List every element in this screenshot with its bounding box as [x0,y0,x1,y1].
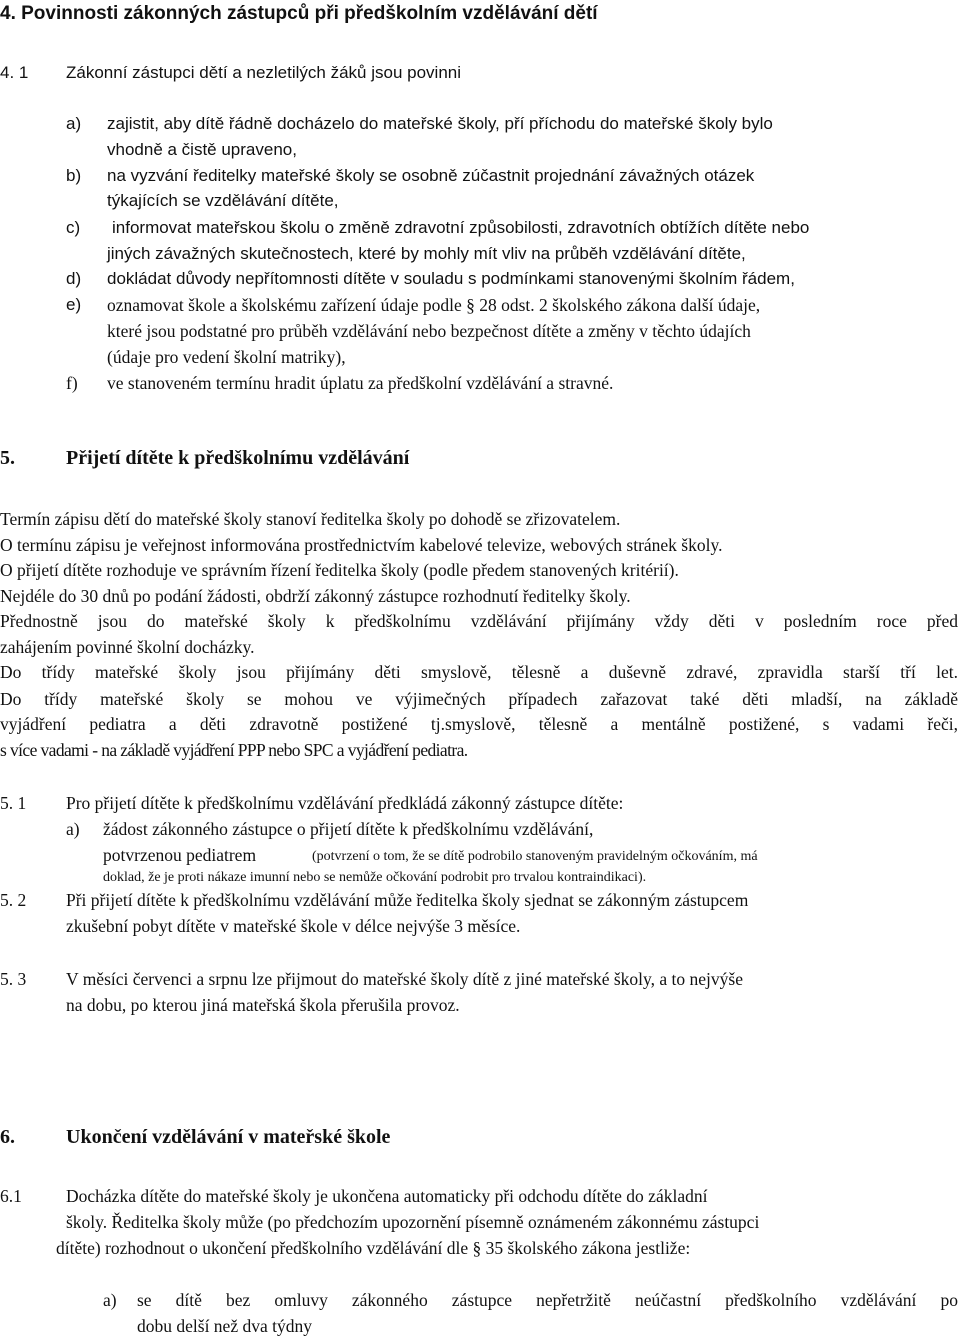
sub-5-1-confirm-small-2: doklad, že je proti nákaze imunní nebo se nemůže očkování podrobit pro trvalou kontraindikaci). [103,870,647,885]
list-item-c-line2: jiných závažných skutečnostech, které by mohly mít vliv na průběh vzdělávání dítěte, [107,244,746,263]
list-item-e-line2: které jsou podstatné pro průběh vzdělávání nebo bezpečnost dítěte a změny v těchto údajích [107,321,751,341]
sub-5-1-confirm-main: potvrzenou pediatrem [103,845,257,865]
list-item-b-line1: na vyzvání ředitelky mateřské školy se osobně zúčastnit projednání závažných otázek [107,166,755,185]
sub-6-a-line2: dobu delší než dva týdny [137,1316,312,1336]
paragraph-line-2: O termínu zápisu je veřejnost informována prostřednictvím kabelové televize, webových stránek školy. [0,535,723,555]
sub-5-1-number: 5. 1 [0,793,27,813]
section-6-heading: Ukončení vzdělávání v mateřské škole [66,1126,391,1148]
sub-5-1-a-text: žádost zákonného zástupce o přijetí dítěte k předškolnímu vzdělávání, [103,819,594,839]
sub-5-1-a-label: a) [66,819,80,839]
paragraph-line-4: Nejdéle do 30 dnů po podání žádosti, obdrží zákonný zástupce rozhodnutí ředitelky školy. [0,586,631,606]
list-label-c: c) [66,218,81,237]
sub-6-1-line1: Docházka dítěte do mateřské školy je ukončena automaticky při odchodu dítěte do základní [66,1186,708,1206]
section-6-number: 6. [0,1126,15,1148]
sub-5-2-number: 5. 2 [0,890,27,910]
paragraph-line-6: zahájením povinné školní docházky. [0,637,255,657]
list-label-a: a) [66,114,82,133]
sub-5-1-confirm-small: (potvrzení o tom, že se dítě podrobilo stanoveným pravidelným očkováním, má [312,849,758,864]
paragraph-line-3: O přijetí dítěte rozhoduje ve správním řízení ředitelka školy (podle předem stanovených kritérií). [0,560,679,580]
list-item-e-line1: oznamovat škole a školskému zařízení údaje podle § 28 odst. 2 školského zákona další údaje, [107,295,761,315]
sub-6-a-label: a) [103,1290,117,1310]
sub-6-1-number: 6.1 [0,1186,22,1206]
list-item-d-line1: dokládat důvody nepřítomnosti dítěte v souladu s podmínkami stanovenými školním řádem, [107,269,795,288]
list-item-b-line2: týkajících se vzdělávání dítěte, [107,191,339,210]
sub-6-a-line1: se dítě bez omluvy zákonného zástupce nepřetržitě neúčastní předškolního vzdělávání po [137,1290,958,1310]
list-item-c-line1: informovat mateřskou školu o změně zdravotní způsobilosti, zdravotních obtížích dítěte nebo [112,218,810,237]
sub-5-2-line1: Při přijetí dítěte k předškolnímu vzdělávání může ředitelka školy sjednat se zákonným zástupcem [66,890,749,910]
paragraph-line-9: vyjádření pediatra a děti zdravotně postižené tj.smyslově, tělesně a mentálně postižené, s vadami řeči, [0,714,958,734]
sub-5-3-number: 5. 3 [0,969,27,989]
item-number: 4. 1 [0,63,29,82]
paragraph-line-10: s více vadami - na základě vyjádření PPP nebo SPC a vyjádření pediatra. [0,740,468,760]
list-label-e: e) [66,295,82,314]
list-label-f: f) [66,373,78,393]
paragraph-line-8: Do třídy mateřské školy se mohou ve výjimečných případech zařazovat také děti mladší, na základě [0,689,958,709]
list-item-e-line3: (údaje pro vedení školní matriky), [107,347,346,367]
paragraph-line-7: Do třídy mateřské školy jsou přijímány děti smyslově, tělesně a duševně zdravé, zpravidla starší tří let. [0,662,958,682]
paragraph-line-1: Termín zápisu dětí do mateřské školy stanoví ředitelka školy po dohodě se zřizovatelem. [0,509,621,529]
sub-6-1-line3: dítěte) rozhodnout o ukončení předškolního vzdělávání dle § 35 školského zákona jestliže: [56,1238,691,1258]
list-item-f-line1: ve stanoveném termínu hradit úplatu za předškolní vzdělávání a stravné. [107,373,614,393]
list-item-a-line1: zajistit, aby dítě řádně docházelo do mateřské školy, pří příchodu do mateřské školy bylo [107,114,773,133]
list-item-a-line2: vhodně a čistě upraveno, [107,140,297,159]
sub-5-3-line2: na dobu, po kterou jiná mateřská škola přerušila provoz. [66,995,460,1015]
section-5-heading: Přijetí dítěte k předškolnímu vzdělávání [66,447,410,469]
list-label-d: d) [66,269,82,288]
section-4-heading: 4. Povinnosti zákonných zástupců při předškolním vzdělávání dětí [0,3,598,24]
sub-6-1-line2: školy. Ředitelka školy může (po předchozím upozornění písemně oznámeném zákonnému zástupci [66,1212,760,1232]
item-text: Zákonní zástupci dětí a nezletilých žáků jsou povinni [66,63,462,82]
sub-5-2-line2: zkušební pobyt dítěte v mateřské škole v délce nejvýše 3 měsíce. [66,916,521,936]
sub-5-3-line1: V měsíci červenci a srpnu lze přijmout do mateřské školy dítě z jiné mateřské školy, a to nejvýše [66,969,743,989]
paragraph-line-5: Přednostně jsou do mateřské školy k předškolnímu vzdělávání přijímány vždy děti v posledním roce před [0,611,958,631]
sub-5-1-text: Pro přijetí dítěte k předškolnímu vzdělávání předkládá zákonný zástupce dítěte: [66,793,624,813]
list-label-b: b) [66,166,82,185]
section-5-number: 5. [0,447,15,469]
